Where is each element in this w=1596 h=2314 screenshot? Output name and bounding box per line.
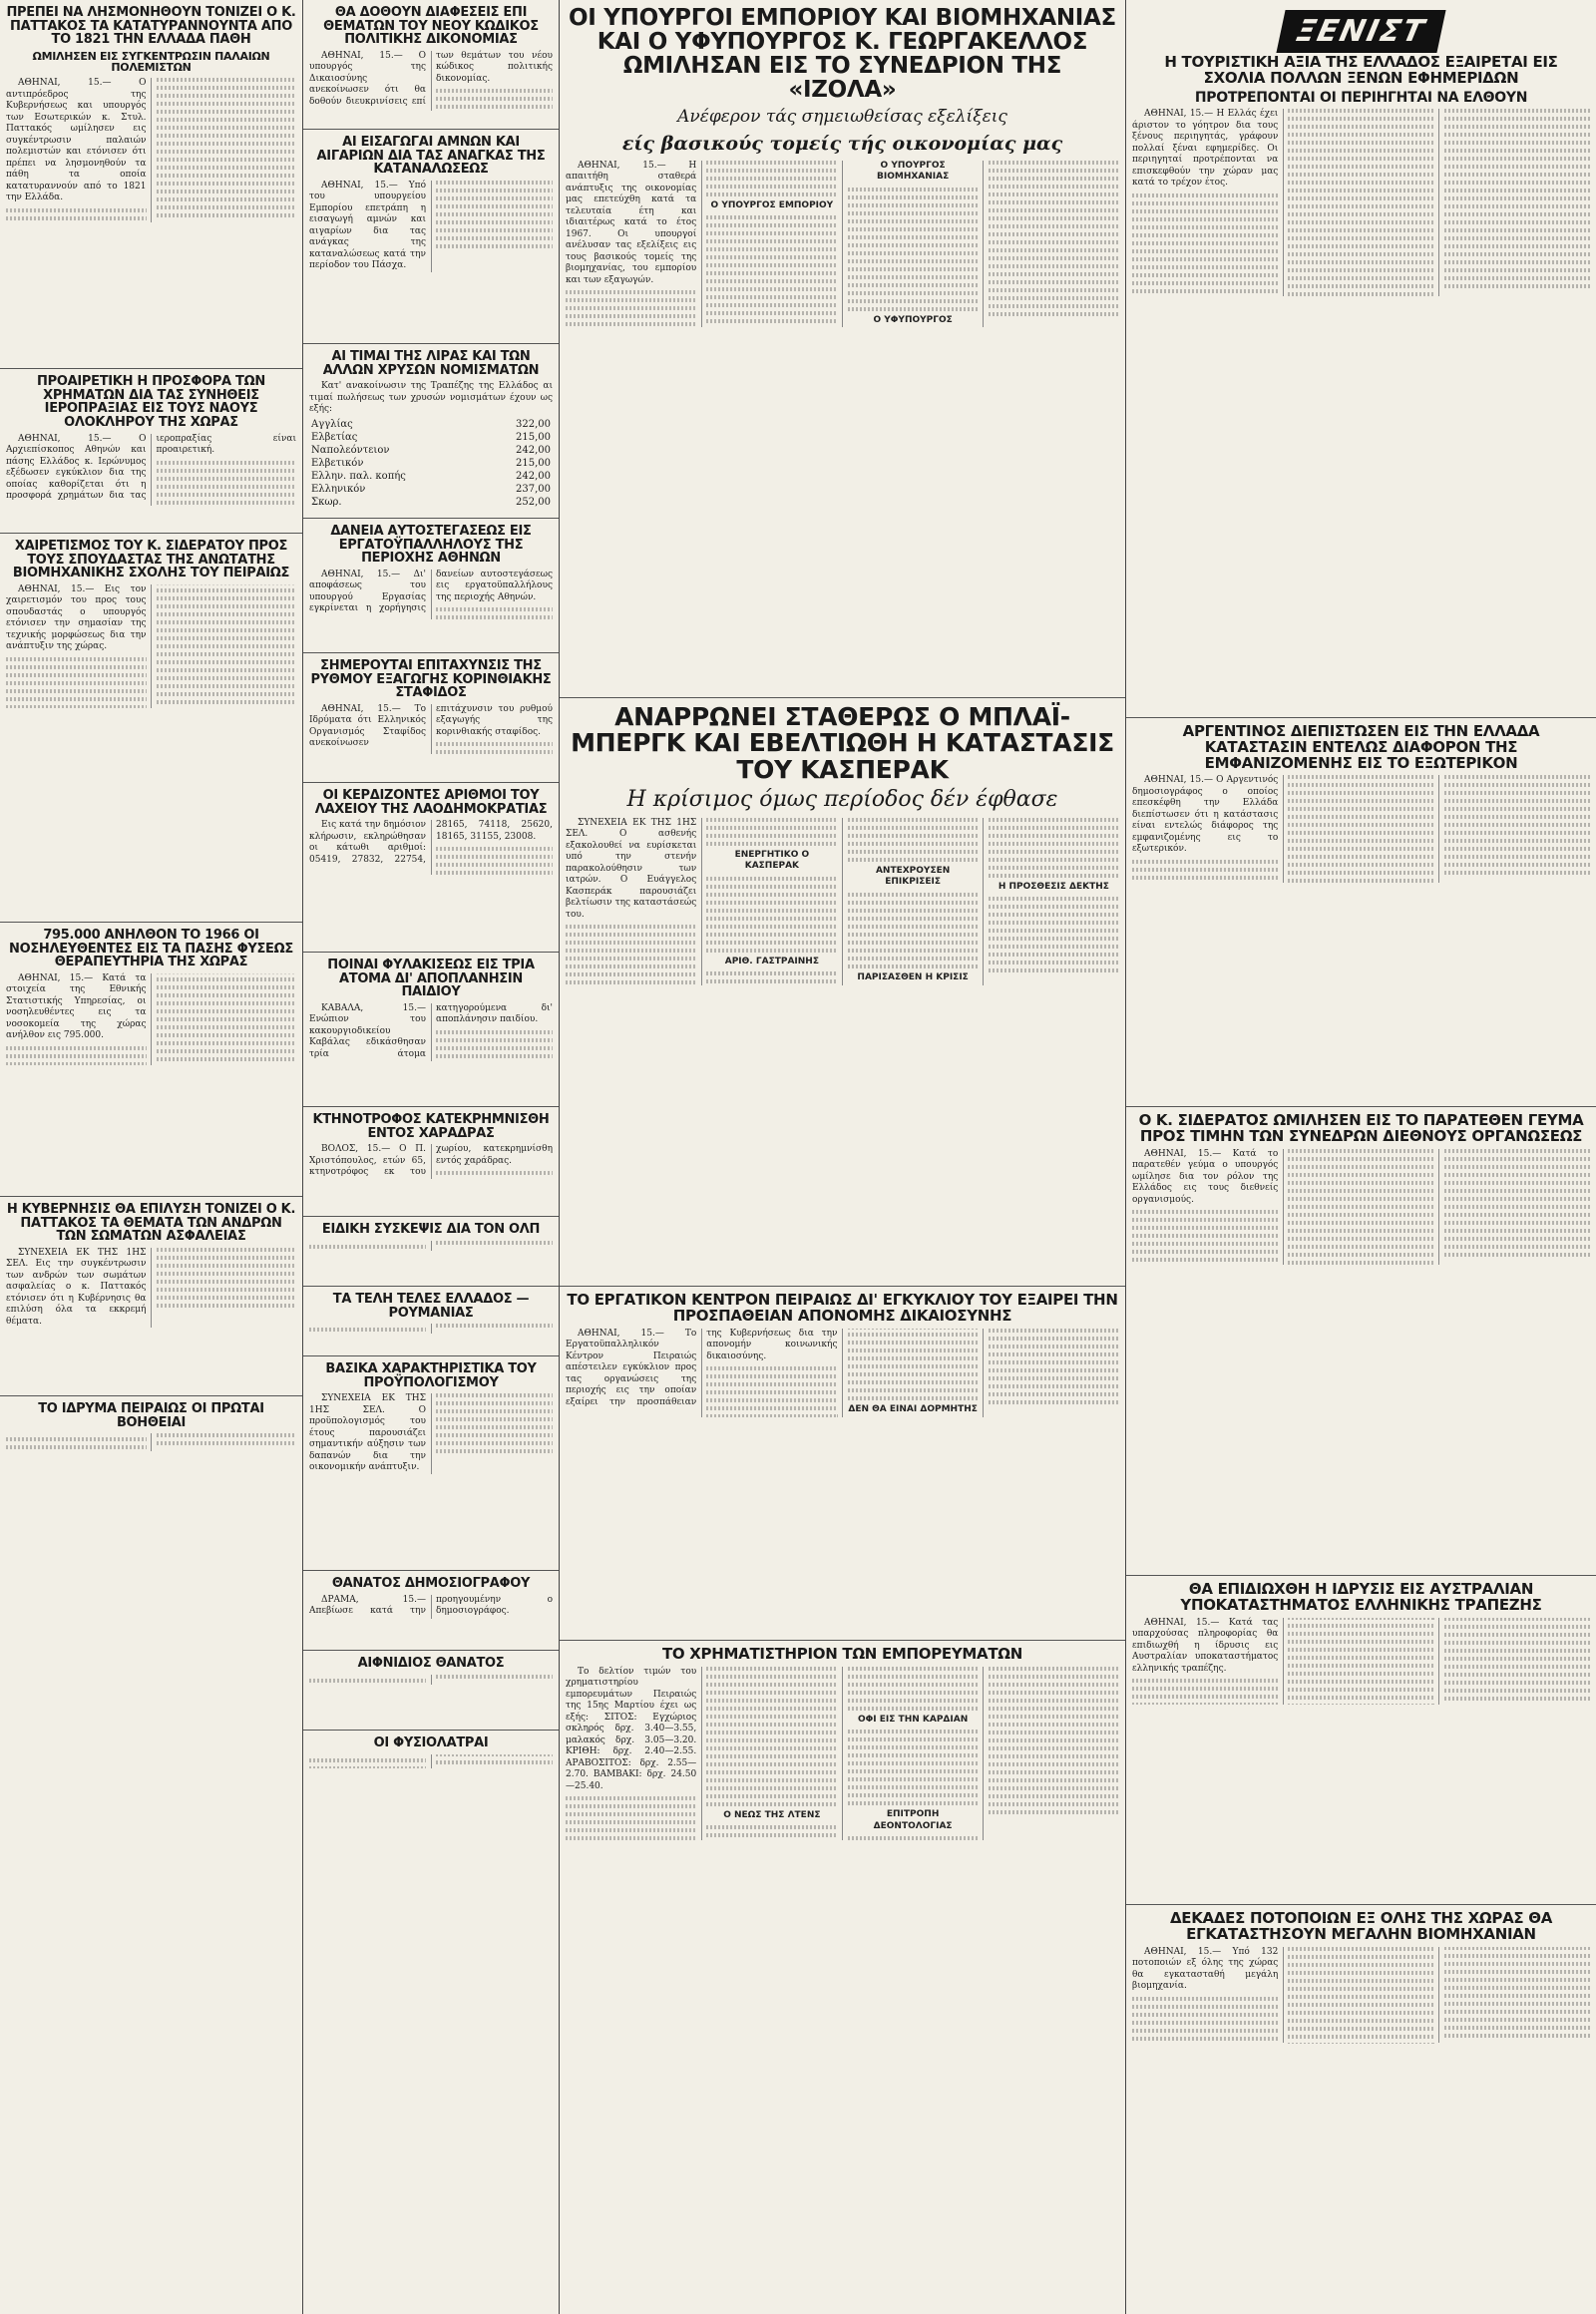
article-body: ΣΥΝΕΧΕΙΑ ΕΚ ΤΗΣ 1ΗΣ ΣΕΛ. Ο ασθενής εξακολουθεί να ευρίσκεται υπό την στενήν παρακολούθησιν των ιατρών. Ο Ευάγγελος Κασπεράκ παρουσιάζει βελτίωσιν της καταστάσεώς του. ΕΝΕΡΓΗΤΙΚΟ Ο ΚΑΣΠΕΡΑΚ ΑΡΙΘ. ΓΑΣΤΡΑΙΝΗΣ ΑΝΤΕΧΡΟΥΣΕΝ ΕΠΙΚΡΙΣΕΙΣ ΠΑΡΙΣΑΣΘΕΝ Η ΚΡΙΣΙΣ Η ΠΡΟΣΘΕΣΙΣ ΔΕΚΤΗΣ (566, 818, 1119, 985)
article (0, 1197, 302, 1396)
headline: Ο Κ. ΣΙΔΕΡΑΤΟΣ ΩΜΙΛΗΣΕΝ ΕΙΣ ΤΟ ΠΑΡΑΤΕΘΕΝ ΓΕΥΜΑ ΠΡΟΣ ΤΙΜΗΝ ΤΩΝ ΣΥΝΕΔΡΩΝ ΔΙΕΘΝΟΥΣ ΟΡΓΑΝΩΣΕΩΣ (1138, 1111, 1584, 1145)
masthead-label: ΞΕΝΙΣΤ (1277, 10, 1446, 53)
headline: ΑΝΑΡΡΩΝΕΙ ΣΤΑΘΕΡΩΣ Ο ΜΠΛΑΪ-ΜΠΕΡΓΚ ΚΑΙ ΕΒΕΛΤΙΩΘΗ Η ΚΑΤΑΣΤΑΣΙΣ ΤΟΥ ΚΑΣΠΕΡΑΚ (571, 702, 1114, 784)
section-subhead: Ο ΥΠΟΥΡΓΟΣ ΕΜΠΟΡΙΟΥ (710, 199, 834, 210)
headline: ΘΑ ΕΠΙΔΙΩΧΘΗ Η ΙΔΡΥΣΙΣ ΕΙΣ ΑΥΣΤΡΑΛΙΑΝ ΥΠΟΚΑΤΑΣΤΗΜΑΤΟΣ ΕΛΛΗΝΙΚΗΣ ΤΡΑΠΕΖΗΣ (1180, 1580, 1542, 1614)
headline: ΟΙ ΚΕΡΔΙΖΟΝΤΕΣ ΑΡΙΘΜΟΙ ΤΟΥ ΛΑΧΕΙΟΥ ΤΗΣ ΛΑΟΔΗΜΟΚΡΑΤΙΑΣ (314, 788, 548, 817)
headline: ΘΑ ΔΟΘΟΥΝ ΔΙΑΦΕΣΕΙΣ ΕΠΙ ΘΕΜΑΤΩΝ ΤΟΥ ΝΕΟΥ ΚΩΔΙΚΟΣ ΠΟΛΙΤΙΚΗΣ ΔΙΚΟΝΟΜΙΑΣ (323, 5, 539, 48)
article (303, 1731, 559, 1845)
section-subhead: ΔΕΝ ΘΑ ΕΙΝΑΙ ΔΟΡΜΗΤΗΣ (848, 1404, 978, 1415)
article-body: ΑΘΗΝΑΙ, 15.— Κατά τας υπαρχούσας πληροφορίας θα επιδιωχθή η ίδρυσις εις Αυστραλίαν υποκαταστήματος ελληνικής τραπέζης. (1132, 1618, 1590, 1705)
headline: ΧΑΙΡΕΤΙΣΜΟΣ ΤΟΥ Κ. ΣΙΔΕΡΑΤΟΥ ΠΡΟΣ ΤΟΥΣ ΣΠΟΥΔΑΣΤΑΣ ΤΗΣ ΑΝΩΤΑΤΗΣ ΒΙΟΜΗΧΑΝΙΚΗΣ ΣΧΟΛΗΣ ΤΟΥ ΠΕΙΡΑΙΩΣ (12, 539, 290, 581)
coin-name: Ελβετικόν (311, 457, 364, 469)
headline: ΒΑΣΙΚΑ ΧΑΡΑΚΤΗΡΙΣΤΙΚΑ ΤΟΥ ΠΡΟΫΠΟΛΟΓΙΣΜΟΥ (325, 1361, 537, 1390)
article-body: ΚΑΒΑΛΑ, 15.— Ενώπιον του κακουργιοδικείου Καβάλας εδικάσθησαν τρία άτομα κατηγορούμενα δι' αποπλάνησιν παιδίου. (309, 1002, 553, 1059)
headline: ΣΗΜΕΡΟΥΤΑΙ ΕΠΙΤΑΧΥΝΣΙΣ ΤΗΣ ΡΥΘΜΟΥ ΕΞΑΓΩΓΗΣ ΚΟΡΙΝΘΙΑΚΗΣ ΣΤΑΦΙΔΟΣ (310, 658, 552, 701)
article-body: ΑΘΗΝΑΙ, 15.— Κατά τα στοιχεία της Εθνικής Στατιστικής Υπηρεσίας, οι νοσηλευθέντες εις τα νοσοκομεία της χώρας ανήλθον εις 795.000. (6, 973, 296, 1066)
lead-article (560, 0, 1125, 698)
article (1126, 0, 1596, 718)
article (0, 534, 302, 923)
coin-price: 322,00 (516, 418, 551, 430)
article (303, 519, 559, 653)
headline: ΟΙ ΦΥΣΙΟΛΑΤΡΑΙ (373, 1736, 489, 1750)
headline: 795.000 ΑΝΗΛΘΟΝ ΤΟ 1966 ΟΙ ΝΟΣΗΛΕΥΘΕΝΤΕΣ ΕΙΣ ΤΑ ΠΑΣΗΣ ΦΥΣΕΩΣ ΘΕΡΑΠΕΥΤΗΡΙΑ ΤΗΣ ΧΩΡΑΣ (9, 928, 293, 970)
section-subhead: ΕΠΙΤΡΟΠΗ ΔΕΟΝΤΟΛΟΓΙΑΣ (873, 1809, 953, 1831)
article-body: ΣΥΝΕΧΕΙΑ ΕΚ ΤΗΣ 1ΗΣ ΣΕΛ. Ο προϋπολογισμός του έτους παρουσιάζει σημαντικήν αύξησιν των δαπανών δια την οικονομικήν ανάπτυξιν. (309, 1393, 553, 1474)
article (303, 1217, 559, 1287)
article (1126, 1576, 1596, 1905)
article (303, 653, 559, 783)
article-body: ΑΘΗΝΑΙ, 15.— Ο Αρχιεπίσκοπος Αθηνών και πάσης Ελλάδος κ. Ιερώνυμος εξέδωσεν εγκύκλιον δια της οποίας καθορίζεται ότι η προσφορά χρημάτων δια τας ιεροπραξίας είναι προαιρετική. (6, 434, 296, 506)
section-subhead: ΟΦΙ ΕΙΣ ΤΗΝ ΚΑΡΔΙΑΝ (858, 1714, 969, 1725)
headline: ΤΟ ΙΔΡΥΜΑ ΠΕΙΡΑΙΩΣ ΟΙ ΠΡΩΤΑΙ ΒΟΗΘΕΙΑΙ (38, 1401, 264, 1430)
article (303, 1107, 559, 1217)
price-row (309, 431, 553, 444)
price-row (309, 470, 553, 483)
headline: ΑΙΦΝΙΔΙΟΣ ΘΑΝΑΤΟΣ (357, 1656, 505, 1671)
article (1126, 718, 1596, 1107)
coin-name: Σκωρ. (311, 496, 342, 508)
subheadline: ΠΡΟΤΡΕΠΟΝΤΑΙ ΟΙ ΠΕΡΙΗΓΗΤΑΙ ΝΑ ΕΛΘΟΥΝ (1194, 89, 1528, 106)
article-body: ΑΘΗΝΑΙ, 15.— Ο Αργεντινός δημοσιογράφος ο οποίος επεσκέφθη την Ελλάδα διεπίστωσεν ότι η κατάστασις είναι εντελώς διάφορος της εμφανιζομένης εις το εξωτερικόν. (1132, 775, 1590, 883)
coin-price: 252,00 (516, 496, 551, 508)
article-body: ΑΘΗΝΑΙ, 15.— Το Εργατοϋπαλληλικόν Κέντρον Πειραιώς απέστειλεν εγκύκλιον προς τας οργανώσεις της περιοχής εις την οποίαν εξαίρει την προσπάθειαν της Κυβερνήσεως δια την απονομήν κοινωνικής δικαιοσύνης. ΔΕΝ ΘΑ ΕΙΝΑΙ ΔΟΡΜΗΤΗΣ (566, 1329, 1119, 1418)
article (303, 1287, 559, 1356)
coin-price: 242,00 (516, 470, 551, 482)
article (303, 1356, 559, 1571)
headline: ΑΙ ΤΙΜΑΙ ΤΗΣ ΛΙΡΑΣ ΚΑΙ ΤΩΝ ΑΛΛΩΝ ΧΡΥΣΩΝ ΝΟΜΙΣΜΑΤΩΝ (322, 349, 540, 378)
headline: ΚΤΗΝΟΤΡΟΦΟΣ ΚΑΤΕΚΡΗΜΝΙΣΘΗ ΕΝΤΟΣ ΧΑΡΑΔΡΑΣ (312, 1112, 550, 1141)
article-body: ΣΥΝΕΧΕΙΑ ΕΚ ΤΗΣ 1ΗΣ ΣΕΛ. Εις την συγκέντρωσιν των ανδρών των σωμάτων ασφαλείας ο κ. Παττακός ετόνισεν ότι η Κυβέρνησις θα επιλύση όλα τα εκκρεμή θέματα. (6, 1248, 296, 1329)
section-subhead: Ο ΝΕΩΣ ΤΗΣ ΛΤΕΝΣ (723, 1809, 821, 1820)
gold-price-table (309, 418, 553, 509)
article (303, 130, 559, 344)
article (0, 923, 302, 1197)
article-body (6, 1433, 296, 1451)
coin-price: 237,00 (516, 483, 551, 495)
article-body: Εις κατά την δημόσιον κλήρωσιν, εκληρώθησαν οι κάτωθι αριθμοί: 05419, 27832, 22754, 28165, 74118, 25620, 18165, 31155, 23008. (309, 820, 553, 875)
article (0, 1396, 302, 1496)
coin-price: 215,00 (516, 457, 551, 469)
headline: ΑΙ ΕΙΣΑΓΩΓΑΙ ΑΜΝΩΝ ΚΑΙ ΑΙΓΑΡΙΩΝ ΔΙΑ ΤΑΣ ΑΝΑΓΚΑΣ ΤΗΣ ΚΑΤΑΝΑΛΩΣΕΩΣ (316, 135, 546, 178)
headline: ΠΡΕΠΕΙ ΝΑ ΛΗΣΜΟΝΗΘΟΥΝ ΤΟΝΙΖΕΙ Ο Κ. ΠΑΤΤΑΚΟΣ ΤΑ ΚΑΤΑΤΥΡΑΝΝΟΥΝΤΑ ΑΠΟ ΤΟ 1821 ΤΗΝ ΕΛΛΑΔΑ ΠΑΘΗ (6, 5, 296, 48)
article (303, 953, 559, 1107)
article (560, 698, 1125, 1287)
headline: Η ΚΥΒΕΡΝΗΣΙΣ ΘΑ ΕΠΙΛΥΣΗ ΤΟΝΙΖΕΙ Ο Κ. ΠΑΤΤΑΚΟΣ ΤΑ ΘΕΜΑΤΑ ΤΩΝ ΑΝΔΡΩΝ ΤΩΝ ΣΩΜΑΤΩΝ ΑΣΦΑΛΕΙΑΣ (6, 1202, 296, 1245)
section-subhead: ΑΡΙΘ. ΓΑΣΤΡΑΙΝΗΣ (724, 956, 819, 966)
column-second (303, 0, 559, 2314)
article-body: ΑΘΗΝΑΙ, 15.— Δι' αποφάσεως του υπουργού Εργασίας εγκρίνεται η χορήγησις δανείων αυτοστεγάσεως εις εργατοϋπαλλήλους της περιοχής Αθηνών. (309, 570, 553, 620)
article (0, 0, 302, 369)
column-left (0, 0, 302, 2314)
article (303, 783, 559, 953)
article (303, 344, 559, 519)
article-body: ΑΘΗΝΑΙ, 15.— Ο υπουργός της Δικαιοσύνης ανεκοίνωσεν ότι θα δοθούν διευκρινίσεις επί των θεμάτων του νέου κώδικος πολιτικής δικονομίας. (309, 51, 553, 111)
article-body: ΑΘΗΝΑΙ, 15.— Κατά το παρατεθέν γεύμα ο υπουργός ωμίλησε δια τον ρόλον της Ελλάδος εις τους διεθνείς οργανισμούς. (1132, 1149, 1590, 1266)
section-subhead: ΑΝΤΕΧΡΟΥΣΕΝ ΕΠΙΚΡΙΣΕΙΣ (875, 865, 951, 888)
lead-headline: ΟΙ ΥΠΟΥΡΓΟΙ ΕΜΠΟΡΙΟΥ ΚΑΙ ΒΙΟΜΗΧΑΝΙΑΣ ΚΑΙ Ο ΥΦΥΠΟΥΡΓΟΣ Κ. ΓΕΩΡΓΑΚΕΛΛΟΣ ΩΜΙΛΗΣΑΝ ΕΙΣ ΤΟ ΣΥΝΕΔΡΙΟΝ ΤΗΣ «ΙΖΟΛΑ» (569, 5, 1116, 104)
headline: ΘΑΝΑΤΟΣ ΔΗΜΟΣΙΟΓΡΑΦΟΥ (331, 1576, 531, 1591)
headline: ΠΟΙΝΑΙ ΦΥΛΑΚΙΣΕΩΣ ΕΙΣ ΤΡΙΑ ΑΤΟΜΑ ΔΙ' ΑΠΟΠΛΑΝΗΣΙΝ ΠΑΙΔΙΟΥ (327, 958, 535, 1000)
price-row (309, 444, 553, 457)
subheadline: Η κρίσιμος όμως περίοδος δέν έφθασε (626, 786, 1058, 812)
section-subhead: ΠΑΡΙΣΑΣΘΕΝ Η ΚΡΙΣΙΣ (857, 971, 969, 982)
article-body: ΑΘΗΝΑΙ, 15.— Υπό 132 ποτοποιών εξ όλης της χώρας θα εγκατασταθή μεγάλη βιομηχανία. (1132, 1947, 1590, 2044)
article-body: ΑΘΗΝΑΙ, 15.— Εις τον χαιρετισμόν του προς τους σπουδαστάς ο υπουργός ετόνισεν την σημασίαν της τεχνικής μορφώσεως δια την ανάπτυξιν της χώρας. (6, 584, 296, 709)
article-body: ΑΘΗΝΑΙ, 15.— Υπό του υπουργείου Εμπορίου επετράπη η εισαγωγή αμνών και αιγαρίων δια τας ανάγκας της καταναλώσεως κατά την περίοδον του Πάσχα. (309, 181, 553, 272)
coin-name: Ελληνικόν (311, 483, 366, 495)
headline: ΔΑΝΕΙΑ ΑΥΤΟΣΤΕΓΑΣΕΩΣ ΕΙΣ ΕΡΓΑΤΟΫΠΑΛΛΗΛΟΥΣ ΤΗΣ ΠΕΡΙΟΧΗΣ ΑΘΗΝΩΝ (330, 524, 532, 567)
headline: Η ΤΟΥΡΙΣΤΙΚΗ ΑΞΙΑ ΤΗΣ ΕΛΛΑΔΟΣ ΕΞΑΙΡΕΤΑΙ ΕΙΣ ΣΧΟΛΙΑ ΠΟΛΛΩΝ ΞΕΝΩΝ ΕΦΗΜΕΡΙΔΩΝ (1164, 53, 1558, 87)
article-body: ΔΡΑΜΑ, 15.— Απεβίωσε κατά την προηγουμένην ο δημοσιογράφος. (309, 1594, 553, 1617)
price-row (309, 496, 553, 509)
coin-price: 242,00 (516, 444, 551, 456)
article (303, 1651, 559, 1731)
headline: ΤΟ ΕΡΓΑΤΙΚΟΝ ΚΕΝΤΡΟΝ ΠΕΙΡΑΙΩΣ ΔΙ' ΕΓΚΥΚΛΙΟΥ ΤΟΥ ΕΞΑΙΡΕΙ ΤΗΝ ΠΡΟΣΠΑΘΕΙΑΝ ΑΠΟΝΟΜΗΣ ΔΙΚΑΙΟΣΥΝΗΣ (567, 1291, 1118, 1325)
coin-name: Ελβετίας (311, 431, 358, 443)
section-subhead: Η ΠΡΟΣΘΕΣΙΣ ΔΕΚΤΗΣ (998, 881, 1109, 892)
lead-subheadline: Ανέφερον τάς σημειωθείσας εξελίξεις (677, 106, 1007, 127)
article-body: ΒΟΛΟΣ, 15.— Ο Π. Χριστόπουλος, ετών 65, κτηνοτρόφος εκ του χωρίου, κατεκρημνίσθη εντός χαράδρας. (309, 1144, 553, 1178)
section-subhead: ΕΝΕΡΓΗΤΙΚΟ Ο ΚΑΣΠΕΡΑΚ (734, 849, 810, 872)
article-body: Το δελτίον τιμών του χρηματιστηρίου εμπορευμάτων Πειραιώς της 15ης Μαρτίου έχει ως εξής: ΣΙΤΟΣ: Εγχώριος σκληρός δρχ. 3.40—3.55, μαλακός δρχ. 3.05—3.20. ΚΡΙΘΗ: δρχ. 2.40—2.55. ΑΡΑΒΟΣΙΤΟΣ: δρχ. 2.55—2.70. ΒΑΜΒΑΚΙ: δρχ. 24.50—25.40. Ο ΝΕΩΣ ΤΗΣ ΛΤΕΝΣ ΟΦΙ ΕΙΣ ΤΗΝ ΚΑΡΔΙΑΝ ΕΠΙΤΡΟΠΗ ΔΕΟΝΤΟΛΟΓΙΑΣ (566, 1667, 1119, 1841)
headline: ΔΕΚΑΔΕΣ ΠΟΤΟΠΟΙΩΝ ΕΞ ΟΛΗΣ ΤΗΣ ΧΩΡΑΣ ΘΑ ΕΓΚΑΤΑΣΤΗΣΟΥΝ ΜΕΓΑΛΗΝ ΒΙΟΜΗΧΑΝΙΑΝ (1169, 1909, 1553, 1943)
article-body: ΑΘΗΝΑΙ, 15.— Η Ελλάς έχει άριστον το γόητρον δια τους ξένους περιηγητάς, γράφουν πολλαί ξέναι εφημερίδες. Οι περιηγηταί προτρέπονται να επισκεφθούν την χώραν μας κατά το τρέχον έτος. (1132, 109, 1590, 296)
article-body: ΑΘΗΝΑΙ, 15.— Η απαιτήθη σταθερά ανάπτυξις της οικονομίας μας επετεύχθη κατά τα τελευταία έτη και ιδιαιτέρως κατά το έτος 1967. Οι υπουργοί ανέλυσαν τας εξελίξεις εις τους βασικούς τομείς της βιομηχανίας, του εμπορίου και των εξαγωγών. Ο ΥΠΟΥΡΓΟΣ ΕΜΠΟΡΙΟΥ Ο ΥΠΟΥΡΓΟΣ ΒΙΟΜΗΧΑΝΙΑΣ Ο ΥΦΥΠΟΥΡΓΟΣ (566, 161, 1119, 327)
column-right (1126, 0, 1596, 2314)
coin-name: Ελλην. παλ. κοπής (311, 470, 406, 482)
coin-name: Ναπολεόντειον (311, 444, 390, 456)
article (0, 369, 302, 534)
section-masthead (1132, 10, 1590, 53)
article-body: Κατ' ανακοίνωσιν της Τραπέζης της Ελλάδος αι τιμαί πωλήσεως των χρυσών νομισμάτων έχουν ως εξής: (309, 381, 553, 415)
article (303, 1571, 559, 1651)
headline: ΤΑ ΤΕΛΗ ΤΕΛΕΣ ΕΛΛΑΔΟΣ — ΡΟΥΜΑΝΙΑΣ (332, 1292, 530, 1321)
article (560, 1287, 1125, 1641)
article-body: ΑΘΗΝΑΙ, 15.— Το Ιδρύματα ότι Ελληνικός Οργανισμός Σταφίδος ανεκοίνωσεν επιτάχυνσιν του ρυθμού εξαγωγής της κορινθιακής σταφίδος. (309, 704, 553, 755)
article (1126, 1107, 1596, 1576)
article (1126, 1905, 1596, 2314)
price-row (309, 483, 553, 496)
headline: ΤΟ ΧΡΗΜΑΤΙΣΤΗΡΙΟΝ ΤΩΝ ΕΜΠΟΡΕΥΜΑΤΩΝ (661, 1645, 1022, 1663)
headline: ΑΡΓΕΝΤΙΝΟΣ ΔΙΕΠΙΣΤΩΣΕΝ ΕΙΣ ΤΗΝ ΕΛΛΑΔΑ ΚΑΤΑΣΤΑΣΙΝ ΕΝΤΕΛΩΣ ΔΙΑΦΟΡΟΝ ΤΗΣ ΕΜΦΑΝΙΖΟΜΕΝΗΣ ΕΙΣ ΤΟ ΕΞΩΤΕΡΙΚΟΝ (1182, 722, 1540, 772)
subheadline: ΩΜΙΛΗΣΕΝ ΕΙΣ ΣΥΓΚΕΝΤΡΩΣΙΝ ΠΑΛΑΙΩΝ ΠΟΛΕΜΙΣΤΩΝ (32, 49, 270, 75)
column-center (560, 0, 1125, 2314)
article (303, 0, 559, 130)
lead-subheadline: είς βασικούς τομείς τής οικονομίας μας (621, 132, 1063, 155)
article-body: ΑΘΗΝΑΙ, 15.— Ο αντιπρόεδρος της Κυβερνήσεως και υπουργός των Εσωτερικών κ. Στυλ. Παττακός ωμίλησεν εις συγκέντρωσιν παλαιών πολεμιστών και ετόνισεν ότι πρέπει να λησμονηθούν τα πάθη τα οποία κατατυραννούν από το 1821 την Ελλάδα. (6, 78, 296, 222)
price-row (309, 418, 553, 431)
coin-name: Αγγλίας (311, 418, 353, 430)
headline: ΠΡΟΑΙΡΕΤΙΚΗ Η ΠΡΟΣΦΟΡΑ ΤΩΝ ΧΡΗΜΑΤΩΝ ΔΙΑ ΤΑΣ ΣΥΝΗΘΕΙΣ ΙΕΡΟΠΡΑΞΙΑΣ ΕΙΣ ΤΟΥΣ ΝΑΟΥΣ ΟΛΟΚΛΗΡΟΥ ΤΗΣ ΧΩΡΑΣ (37, 374, 265, 430)
price-row (309, 457, 553, 470)
coin-price: 215,00 (516, 431, 551, 443)
section-subhead: Ο ΥΦΥΠΟΥΡΓΟΣ (873, 314, 953, 325)
section-subhead: Ο ΥΠΟΥΡΓΟΣ ΒΙΟΜΗΧΑΝΙΑΣ (877, 160, 950, 183)
article (560, 1641, 1125, 2314)
headline: ΕΙΔΙΚΗ ΣΥΣΚΕΨΙΣ ΔΙΑ ΤΟΝ ΟΛΠ (321, 1222, 541, 1237)
